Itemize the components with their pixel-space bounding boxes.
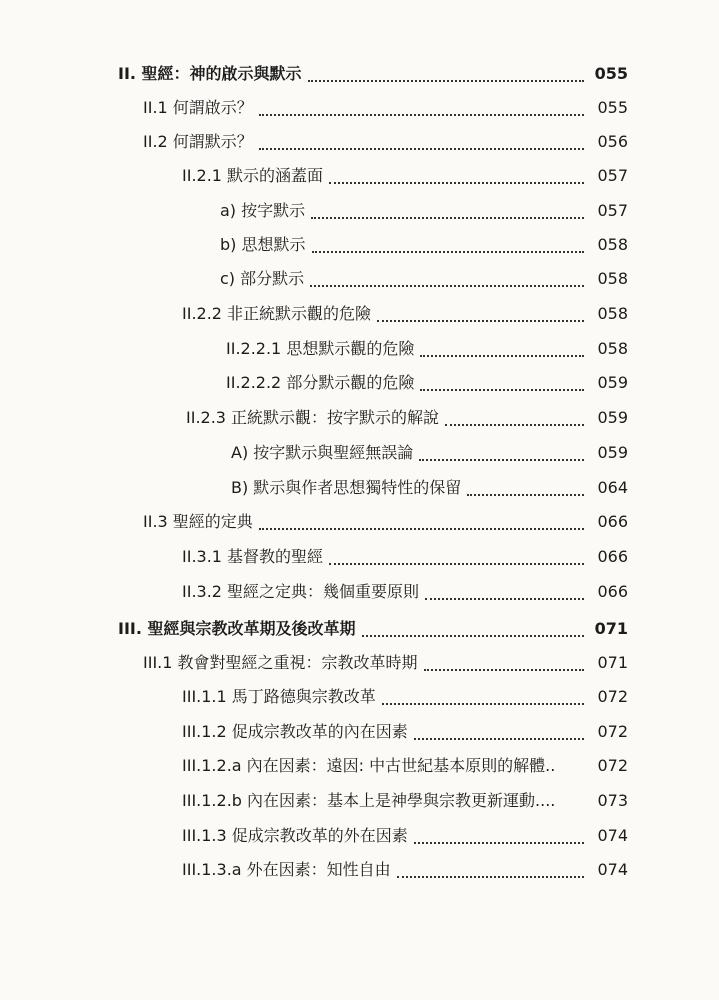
toc-entry-title: II.1 何謂啟示？ <box>143 98 253 117</box>
toc-entry-title: c) 部分默示 <box>220 269 305 288</box>
leader-dots <box>310 271 584 287</box>
toc-entry[interactable] <box>182 720 628 744</box>
toc-entry[interactable] <box>143 510 628 534</box>
toc-entry-title: II. 聖經：神的啟示與默示 <box>118 64 302 83</box>
toc-entry-page: 056 <box>597 132 628 151</box>
toc-entry-title: II.3 聖經的定典 <box>143 512 253 531</box>
toc-entry-page: 071 <box>594 619 628 638</box>
toc-entry-page: 055 <box>594 64 628 83</box>
toc-entry-title: II.2.1 默示的涵蓋面 <box>182 166 324 185</box>
toc-entry-page: 057 <box>597 166 628 185</box>
leader-dots <box>311 203 584 219</box>
toc-entry[interactable] <box>118 62 628 86</box>
toc-entry-page: 064 <box>597 478 628 497</box>
toc-entry[interactable] <box>143 96 628 120</box>
leader-dots <box>420 341 584 357</box>
toc-entry-title: III.1 教會對聖經之重視：宗教改革時期 <box>143 653 418 672</box>
toc-entry[interactable] <box>226 371 628 395</box>
leader-dots <box>259 514 584 530</box>
toc-entry-title: III. 聖經與宗教改革期及後改革期 <box>118 619 356 638</box>
toc-entry-page: 058 <box>597 269 628 288</box>
leader-dots <box>445 410 584 426</box>
toc-entry-title: II.2.2.1 思想默示觀的危險 <box>226 339 415 358</box>
toc-entry[interactable] <box>231 476 628 500</box>
toc-entry[interactable] <box>226 337 628 361</box>
leader-dots <box>362 621 584 637</box>
leader-dots <box>312 237 585 253</box>
leader-dots <box>425 584 584 600</box>
toc-entry-title: III.1.1 馬丁路德與宗教改革 <box>182 687 376 706</box>
toc-entry[interactable] <box>182 164 628 188</box>
toc-entry-page: 072 <box>597 756 628 775</box>
toc-entry-title: III.1.2 促成宗教改革的內在因素 <box>182 722 408 741</box>
leader-dots <box>467 480 584 496</box>
toc-entry-page: 072 <box>597 687 628 706</box>
leader-dots <box>259 100 584 116</box>
toc-entry-title: II.2.2.2 部分默示觀的危險 <box>226 373 415 392</box>
toc-entry[interactable] <box>182 685 628 709</box>
toc-entry-title: II.2.2 非正統默示觀的危險 <box>182 304 372 323</box>
toc-entry-title: II.2.3 正統默示觀：按字默示的解說 <box>186 408 440 427</box>
toc-entry-page: 074 <box>597 860 628 879</box>
leader-dots <box>561 794 584 808</box>
toc-entry[interactable] <box>231 441 628 465</box>
toc-entry-title: III.1.2.a 內在因素：遠因: 中古世紀基本原則的解體.. <box>182 756 556 775</box>
toc-entry-page: 055 <box>597 98 628 117</box>
toc-entry-page: 058 <box>597 339 628 358</box>
toc-entry-page: 073 <box>597 791 628 810</box>
toc-entry-page: 058 <box>597 304 628 323</box>
toc-entry[interactable] <box>220 199 628 223</box>
toc-entry-page: 066 <box>597 547 628 566</box>
leader-dots <box>414 828 584 844</box>
toc-entry[interactable] <box>182 789 628 813</box>
leader-dots <box>259 134 584 150</box>
toc-entry-page: 059 <box>597 443 628 462</box>
toc-entry-title: III.1.3.a 外在因素：知性自由 <box>182 860 391 879</box>
leader-dots <box>420 375 584 391</box>
toc-entry-page: 072 <box>597 722 628 741</box>
toc-entry-page: 066 <box>597 582 628 601</box>
toc-entry-title: III.1.3 促成宗教改革的外在因素 <box>182 826 408 845</box>
toc-entry[interactable] <box>182 754 628 778</box>
leader-dots <box>329 549 584 565</box>
toc-entry-title: III.1.2.b 內在因素：基本上是神學與宗教更新運動.... <box>182 791 556 810</box>
toc-entry[interactable] <box>182 580 628 604</box>
toc-entry-page: 057 <box>597 201 628 220</box>
toc-entry-title: b) 思想默示 <box>220 235 306 254</box>
toc-entry-page: 059 <box>597 408 628 427</box>
toc-entry[interactable] <box>182 858 628 882</box>
leader-dots <box>377 306 584 322</box>
toc-entry-title: II.3.2 聖經之定典：幾個重要原則 <box>182 582 420 601</box>
leader-dots <box>424 655 584 671</box>
toc-entry-title: B) 默示與作者思想獨特性的保留 <box>231 478 462 497</box>
toc-entry[interactable] <box>186 406 628 430</box>
toc-entry-title: A) 按字默示與聖經無誤論 <box>231 443 414 462</box>
toc-entry-page: 059 <box>597 373 628 392</box>
toc-entry-title: II.3.1 基督教的聖經 <box>182 547 324 566</box>
toc-entry[interactable] <box>182 824 628 848</box>
toc-entry-title: II.2 何謂默示？ <box>143 132 253 151</box>
leader-dots <box>561 759 584 773</box>
leader-dots <box>329 168 584 184</box>
leader-dots <box>308 66 584 82</box>
toc-entry-page: 071 <box>597 653 628 672</box>
toc-entry[interactable] <box>143 651 628 675</box>
toc-entry[interactable] <box>143 130 628 154</box>
leader-dots <box>414 724 584 740</box>
toc-entry[interactable] <box>182 302 628 326</box>
toc-entry[interactable] <box>220 267 628 291</box>
toc-entry[interactable] <box>182 545 628 569</box>
leader-dots <box>419 445 584 461</box>
toc-entry[interactable] <box>118 617 628 641</box>
toc-entry-page: 058 <box>597 235 628 254</box>
toc-entry[interactable] <box>220 233 628 257</box>
toc-entry-page: 074 <box>597 826 628 845</box>
toc-entry-page: 066 <box>597 512 628 531</box>
leader-dots <box>397 862 584 878</box>
leader-dots <box>382 689 584 705</box>
toc-entry-title: a) 按字默示 <box>220 201 306 220</box>
